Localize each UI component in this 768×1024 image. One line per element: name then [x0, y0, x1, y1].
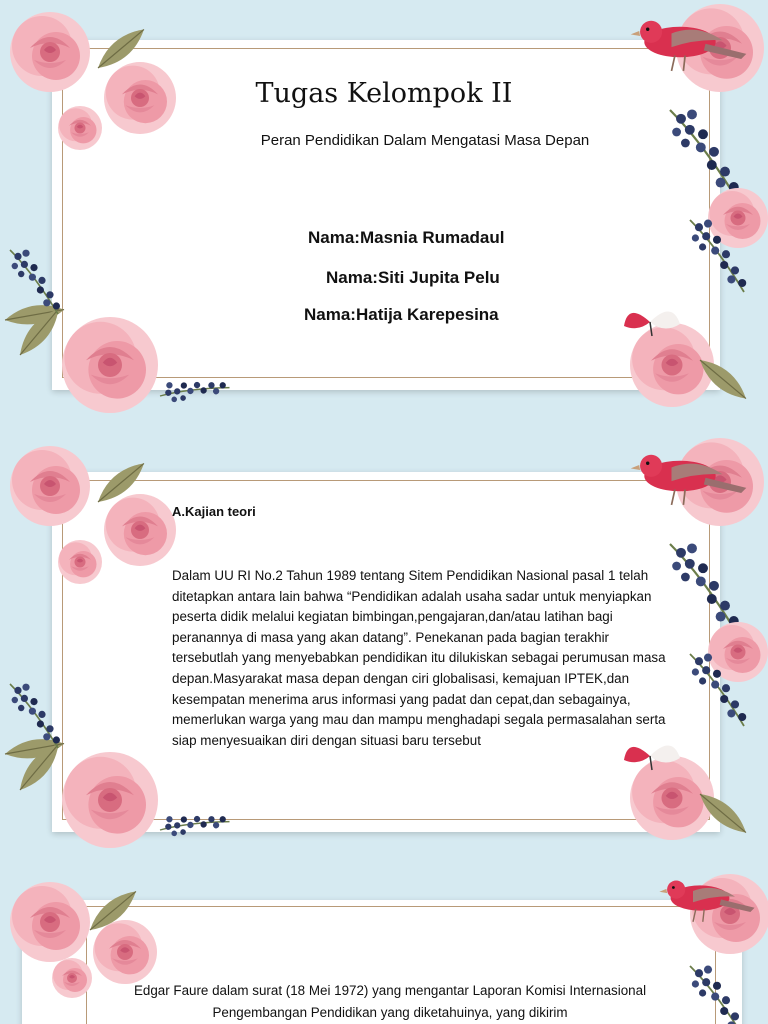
rose-icon [10, 446, 90, 526]
member-name: Nama:Masnia Rumadaul [308, 228, 505, 247]
member-name: Nama:Siti Jupita Pelu [326, 268, 500, 287]
section-heading: A.Kajian teori [172, 504, 256, 519]
berry-branch-icon [690, 966, 746, 1024]
faure-paragraph: Edgar Faure dalam surat (18 Mei 1972) yang mengantar Laporan Komisi Internasional Pengembangan Pendidikan yang diketahuinya, yang dikirim [133, 983, 647, 1020]
rose-icon [10, 882, 90, 962]
berry-branch-icon [670, 543, 739, 632]
rose-icon [52, 958, 92, 998]
member-name: Nama:Hatija Karepesina [304, 305, 499, 324]
slide-faure [0, 870, 768, 1024]
berry-branch-icon [10, 250, 60, 314]
rose-icon [93, 920, 157, 984]
theory-paragraph: Dalam UU RI No.2 Tahun 1989 tentang Sitem Pendidikan Nasional pasal 1 telah ditetapkan antara lain bahwa “Pendidikan adalah usaha sadar untuk menyiapkan peserta didik melalui kegiatan bimbingan,pengajaran,dan/atau latihan bagi peranannya di masa yang akan datang”. Penekanan pada bagian terakhir tersebutlah yang menyebabkan pendidikan itu dilukiskan sebagai perumusan masa depan.Masyarakat masa depan dengan ciri globalisasi, kemajuan IPTEK,dan kesempatan menerima arus informasi yang padat dan cepat,dan sebagainya, memerlukan warga yang mau dan mampu menghadapi segala permasalahan serta siap menyesuaikan diri dengan situasi baru tersebut [172, 568, 666, 748]
rose-icon [630, 756, 714, 840]
rose-icon [62, 317, 158, 413]
slide-theory [0, 438, 768, 863]
rose-icon [62, 752, 158, 848]
slide-title [0, 0, 768, 430]
rose-icon [58, 540, 102, 584]
berry-branch-icon [10, 684, 60, 748]
rose-icon [104, 494, 176, 566]
slide-subtitle: Peran Pendidikan Dalam Mengatasi Masa Depan [260, 132, 590, 149]
rose-icon [630, 323, 714, 407]
berry-branch-icon [160, 792, 231, 858]
slide-title-heading: Tugas Kelompok II [255, 78, 513, 109]
berry-branch-icon [160, 358, 231, 424]
berry-branch-icon [670, 109, 739, 198]
floral-decoration [0, 0, 768, 430]
rose-icon [58, 106, 102, 150]
